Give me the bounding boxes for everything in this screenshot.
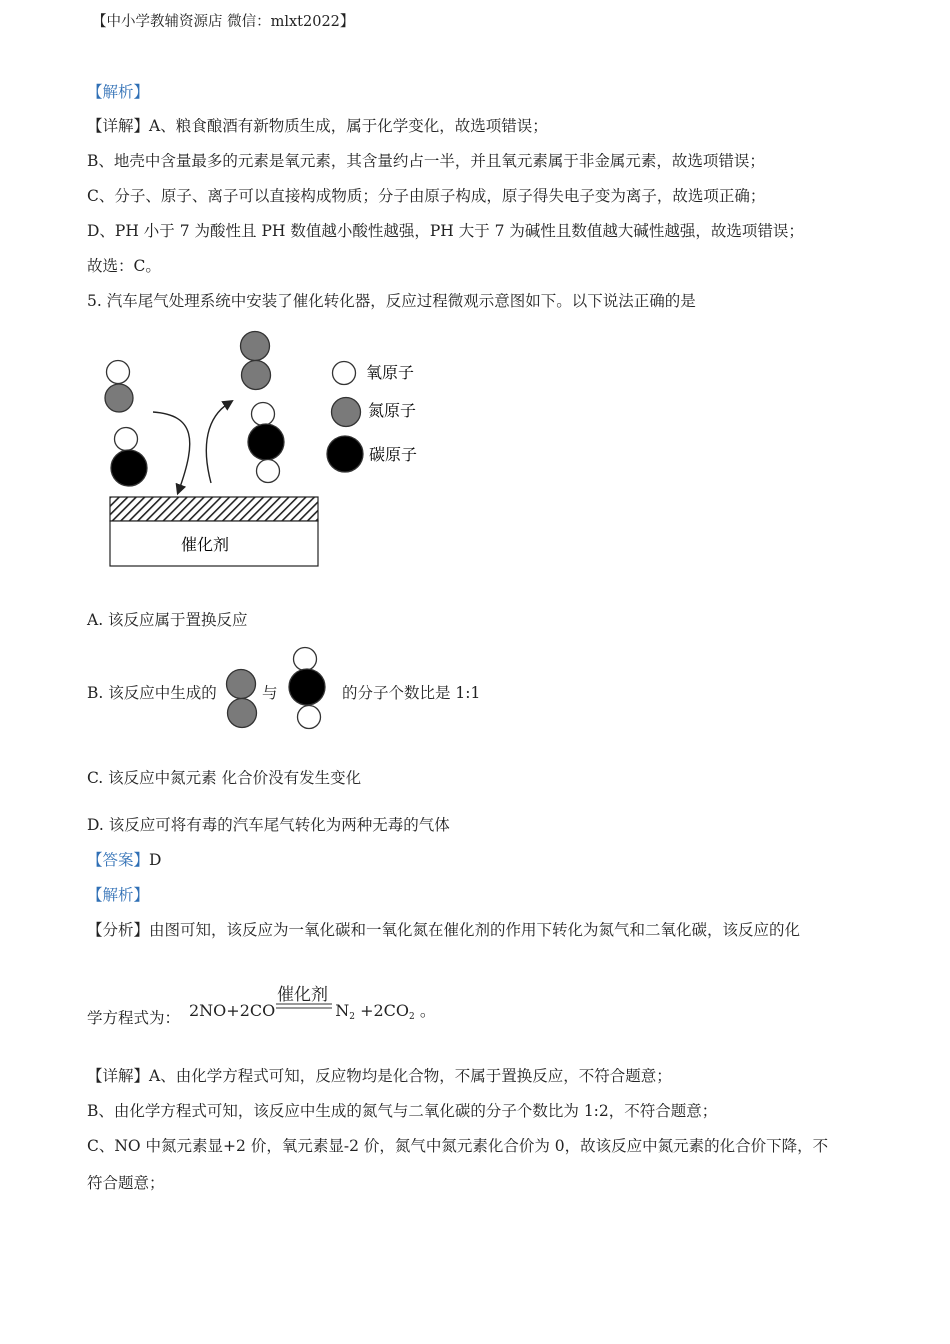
analysis-fenxi: 【分析】由图可知，该反应为一氧化碳和一氧化氮在催化剂的作用下转化为氮气和二氧化碳，该反应的化 xyxy=(87,921,801,939)
equation-equals-sign xyxy=(276,1002,334,1010)
carbon-atom xyxy=(289,669,325,705)
answer-line xyxy=(87,850,161,870)
option-b-prefix: B. 该反应中生成的 xyxy=(87,684,217,702)
nitrogen-atom xyxy=(228,699,257,728)
option-b-suffix: 的分子个数比是 1:1 xyxy=(342,684,481,702)
oxygen-atom xyxy=(294,648,317,671)
xiangjie-c-cont: 符合题意； xyxy=(87,1174,165,1192)
analysis-jiexi-tag: 【解析】 xyxy=(87,886,150,904)
reaction-diagram xyxy=(95,325,440,575)
n2-molecule xyxy=(241,332,271,390)
oxygen-atom xyxy=(252,403,275,426)
legend-oxygen-icon xyxy=(333,362,356,385)
prev-conclusion: 故选：C。 xyxy=(87,257,161,275)
eq-reactants: 2NO+2CO xyxy=(189,1001,276,1020)
legend xyxy=(327,362,417,473)
eq-n: N xyxy=(335,1001,350,1020)
prev-detail-d: D、PH 小于 7 为酸性且 PH 数值越小酸性越强，PH 大于 7 为碱性且数值越大碱性越强，故选项错误； xyxy=(87,222,804,240)
co2-molecule xyxy=(248,403,284,483)
option-c: C. 该反应中氮元素 化合价没有发生变化 xyxy=(87,769,362,787)
option-a: A. 该反应属于置换反应 xyxy=(87,611,248,629)
answer-value: D xyxy=(149,851,162,869)
nitrogen-atom xyxy=(227,670,256,699)
xiangjie-b: B、由化学方程式可知，该反应中生成的氮气与二氧化碳的分子个数比为 1:2，不符合题意； xyxy=(87,1102,718,1120)
co-molecule xyxy=(111,428,147,487)
option-b-mid: 与 xyxy=(262,684,278,702)
arrow-down-icon xyxy=(153,412,190,490)
catalyst-label: 催化剂 xyxy=(181,535,230,554)
legend-oxygen-label: 氧原子 xyxy=(366,363,415,382)
eq-n-sub: 2 xyxy=(349,1012,355,1022)
jiexi-tag: 【解析】 xyxy=(87,83,150,101)
prev-detail-c: C、分子、原子、离子可以直接构成物质；分子由原子构成，原子得失电子变为离子，故选项正确； xyxy=(87,187,766,205)
page-header: 【中小学教辅资源店 微信：mlxt2022】 xyxy=(92,14,355,30)
nitrogen-atom xyxy=(105,384,133,412)
eq-co-sub: 2 xyxy=(409,1012,415,1022)
legend-nitrogen-icon xyxy=(332,398,361,427)
equation-condition: 催化剂 xyxy=(277,985,328,1005)
option-b-n2-molecule xyxy=(222,666,260,730)
prev-detail-a: 【详解】A、粮食酿酒有新物质生成，属于化学变化，故选项错误； xyxy=(87,117,548,135)
legend-carbon-icon xyxy=(327,436,363,472)
option-b-co2-molecule xyxy=(284,645,332,731)
xiangjie-a: 【详解】A、由化学方程式可知，反应物均是化合物，不属于置换反应，不符合题意； xyxy=(87,1067,672,1085)
catalyst-surface xyxy=(110,497,318,521)
nitrogen-atom xyxy=(241,332,270,361)
prev-detail-b: B、地壳中含量最多的元素是氧元素，其含量约占一半，并且氧元素属于非金属元素，故选项错误； xyxy=(87,152,765,170)
eq-co: +2CO xyxy=(354,1001,410,1020)
equation-prefix: 学方程式为： xyxy=(87,1009,181,1027)
legend-nitrogen-label: 氮原子 xyxy=(368,401,417,420)
no-molecule xyxy=(105,361,133,413)
legend-carbon-label: 碳原子 xyxy=(369,445,418,464)
oxygen-atom xyxy=(115,428,138,451)
arrow-up-icon xyxy=(206,403,229,483)
oxygen-atom xyxy=(107,361,130,384)
nitrogen-atom xyxy=(242,361,271,390)
answer-tag: 【答案】 xyxy=(87,851,150,869)
xiangjie-c: C、NO 中氮元素显+2 价，氧元素显-2 价，氮气中氮元素化合价为 0，故该反应中氮元素的化合价下降，不 xyxy=(87,1137,829,1155)
oxygen-atom xyxy=(298,706,321,729)
carbon-atom xyxy=(111,450,147,486)
carbon-atom xyxy=(248,424,284,460)
option-d: D. 该反应可将有毒的汽车尾气转化为两种无毒的气体 xyxy=(87,816,450,834)
oxygen-atom xyxy=(257,460,280,483)
eq-end: 。 xyxy=(414,1001,436,1020)
question-stem: 5. 汽车尾气处理系统中安装了催化转化器，反应过程微观示意图如下。以下说法正确的是 xyxy=(87,292,696,310)
